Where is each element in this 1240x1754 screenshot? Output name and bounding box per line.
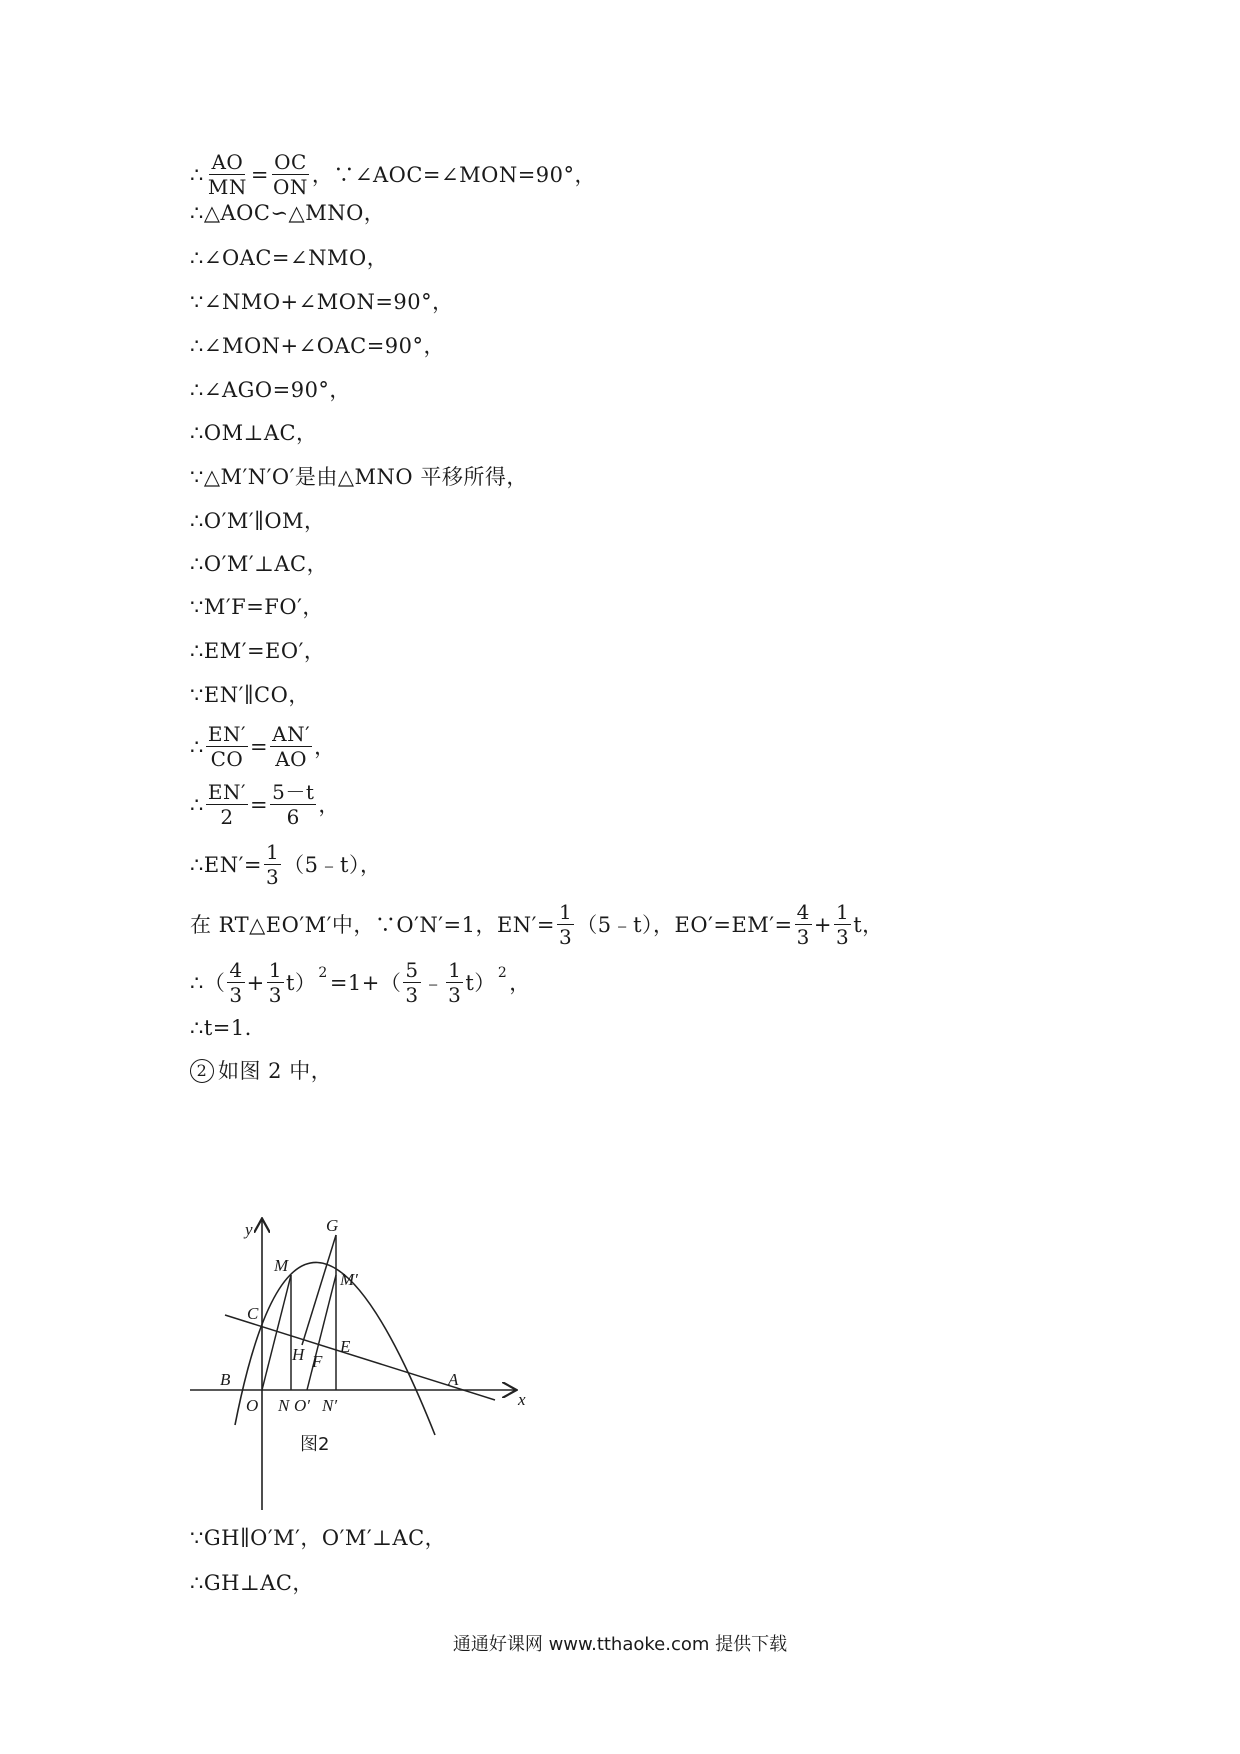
solution-line-17: 在 RT△EO′M′中，∵O′N′=1，EN′= $\frac{1}{3}$ （5﹣t），EO′=EM′= $\frac{4}{3}$ + $\frac{1}{3}$ t，: [190, 900, 884, 949]
label-c: C: [247, 1304, 259, 1323]
label-x: x: [518, 1390, 526, 1409]
fraction: $\frac{EN'}{2}$: [207, 780, 247, 829]
label-g: G: [326, 1216, 339, 1235]
label-e: E: [340, 1337, 351, 1356]
figure-caption: 图2: [300, 1434, 330, 1455]
label-a: A: [448, 1370, 459, 1389]
circled-number: 2: [190, 1059, 214, 1083]
page-footer: 通通好课网 www.tthaoke.com 提供下载: [452, 1634, 788, 1655]
solution-line-1: ∴ $\frac{AO}{MN}$ = $\frac{OC}{ON}$ ，∵∠AOC=∠MON=90°，: [190, 150, 597, 199]
label-m: M: [274, 1256, 289, 1275]
fraction: $\frac{1}{3}$: [836, 900, 850, 949]
fraction: $\frac{1}{3}$: [268, 958, 282, 1007]
fraction: $\frac{4}{3}$: [796, 900, 810, 949]
solution-line-19: ∴t=1．: [190, 1016, 267, 1040]
solution-line-13: ∵EN′∥CO，: [190, 683, 310, 707]
solution-line-21: ∵GH∥O′M′，O′M′⊥AC，: [190, 1526, 447, 1550]
solution-line-22: ∴GH⊥AC，: [190, 1571, 314, 1595]
fraction: $\frac{5}{3}$: [405, 958, 419, 1007]
solution-line-10: ∴O′M′⊥AC，: [190, 552, 329, 576]
fraction: $\frac{1}{3}$: [265, 840, 280, 889]
solution-line-5: ∴∠MON+∠OAC=90°，: [190, 334, 446, 358]
fraction: $\frac{OC}{ON}$: [272, 150, 308, 199]
solution-line-11: ∵M′F=FO′，: [190, 595, 324, 619]
solution-line-4: ∵∠NMO+∠MON=90°，: [190, 290, 454, 314]
solution-line-16: ∴EN′= $\frac{1}{3}$ （5﹣t），: [190, 840, 382, 889]
label-m-prime: M′: [340, 1270, 358, 1289]
solution-line-18: ∴（ $\frac{4}{3}$ + $\frac{1}{3}$ t） 2 =1+（ $\frac{5}{3}$ ﹣ $\frac{1}{3}$ t） 2 ，: [190, 958, 531, 1007]
solution-line-9: ∴O′M′∥OM，: [190, 509, 326, 533]
solution-line-6: ∴∠AGO=90°，: [190, 378, 351, 402]
segment-gh: [302, 1235, 336, 1345]
fraction: $\frac{1}{3}$: [448, 958, 462, 1007]
label-o: O: [246, 1396, 259, 1415]
segment-o-prime-m-prime: [307, 1275, 336, 1390]
label-o-prime: O′: [294, 1396, 310, 1415]
solution-line-15: ∴ $\frac{EN'}{2}$ = $\frac{5-t}{6}$ ，: [190, 780, 340, 829]
label-n-prime: N′: [322, 1396, 338, 1415]
fraction: $\frac{4}{3}$: [229, 958, 243, 1007]
label-h: H: [292, 1345, 305, 1364]
label-b: B: [220, 1370, 231, 1389]
fraction: $\frac{AO}{MN}$: [207, 150, 247, 199]
fraction: $\frac{EN'}{CO}$: [207, 722, 247, 771]
fraction: $\frac{AN'}{AO}$: [272, 722, 311, 771]
fraction: $\frac{5-t}{6}$: [272, 780, 315, 829]
solution-line-2: ∴△AOC∽△MNO，: [190, 201, 386, 225]
figure-2: [190, 1215, 530, 1515]
solution-line-14: ∴ $\frac{EN'}{CO}$ = $\frac{AN'}{AO}$ ，: [190, 722, 336, 771]
solution-line-3: ∴∠OAC=∠NMO，: [190, 246, 389, 270]
geometry-diagram: [190, 1215, 530, 1515]
solution-line-7: ∴OM⊥AC，: [190, 421, 318, 445]
label-n: N: [278, 1396, 290, 1415]
solution-line-12: ∴EM′=EO′，: [190, 639, 326, 663]
solution-line-8: ∵△M′N′O′是由△MNO 平移所得，: [190, 465, 528, 489]
label-f: F: [312, 1352, 323, 1371]
fraction: $\frac{1}{3}$: [559, 900, 573, 949]
solution-line-20: 2 如图 2 中，: [190, 1058, 332, 1084]
label-y: y: [245, 1220, 253, 1239]
